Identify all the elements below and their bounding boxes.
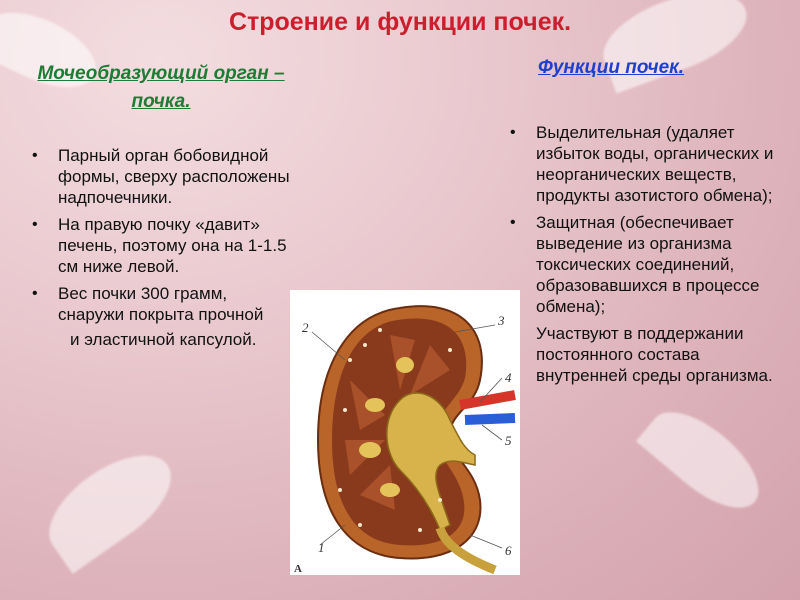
list-item xyxy=(508,212,783,317)
right-bullet-list xyxy=(508,122,783,392)
bullet-icon: • xyxy=(32,147,38,164)
figure-label-4: 4 xyxy=(505,370,512,385)
renal-vein xyxy=(465,418,515,420)
bullet-text: Участвуют в поддержании постоянного состава внутренней среды организма. xyxy=(536,324,773,385)
figure-label-6: 6 xyxy=(505,543,512,558)
bullet-icon: • xyxy=(510,124,516,141)
list-item-continuation xyxy=(30,329,295,350)
slide-title: Строение и функции почек. xyxy=(228,8,572,36)
bullet-text: На правую почку «давит» печень, поэтому она на 1-1.5 см ниже левой. xyxy=(58,215,287,276)
kidney-figure xyxy=(290,290,520,575)
figure-label-1: 1 xyxy=(318,540,325,555)
bullet-icon: • xyxy=(510,214,516,231)
left-bullet-list xyxy=(30,145,295,356)
bullet-text: Парный орган бобовидной формы, сверху расположены надпочечники. xyxy=(58,146,290,207)
calyx xyxy=(359,442,381,458)
figure-letter: А xyxy=(294,563,302,575)
bullet-icon: • xyxy=(32,216,38,233)
figure-label-5: 5 xyxy=(505,433,512,448)
list-item xyxy=(30,283,295,325)
left-heading: Мочеобразующий орган – почка. xyxy=(37,63,285,112)
bullet-text: Защитная (обеспечивает выведение из организма токсических соединений, образовавшихся в процессе обмена); xyxy=(536,213,760,316)
figure-label-2: 2 xyxy=(302,320,309,335)
bullet-text: и эластичной капсулой. xyxy=(70,330,257,349)
background-petal xyxy=(33,436,188,574)
list-item xyxy=(30,214,295,277)
kidney-illustration xyxy=(290,290,520,575)
calyx xyxy=(365,398,385,412)
list-item xyxy=(508,323,783,386)
bullet-text: Вес почки 300 грамм, снаружи покрыта прочной xyxy=(58,284,264,324)
list-item xyxy=(30,145,295,208)
bullet-icon: • xyxy=(32,285,38,302)
bullet-text: Выделительная (удаляет избыток воды, органических и неорганических веществ, продукты азотистого обмена); xyxy=(536,123,774,205)
figure-label-3: 3 xyxy=(498,313,505,328)
list-item xyxy=(508,122,783,206)
calyx xyxy=(380,483,400,497)
background-petal xyxy=(636,395,774,525)
calyx xyxy=(396,357,414,373)
right-heading: Функции почек. xyxy=(538,57,685,78)
